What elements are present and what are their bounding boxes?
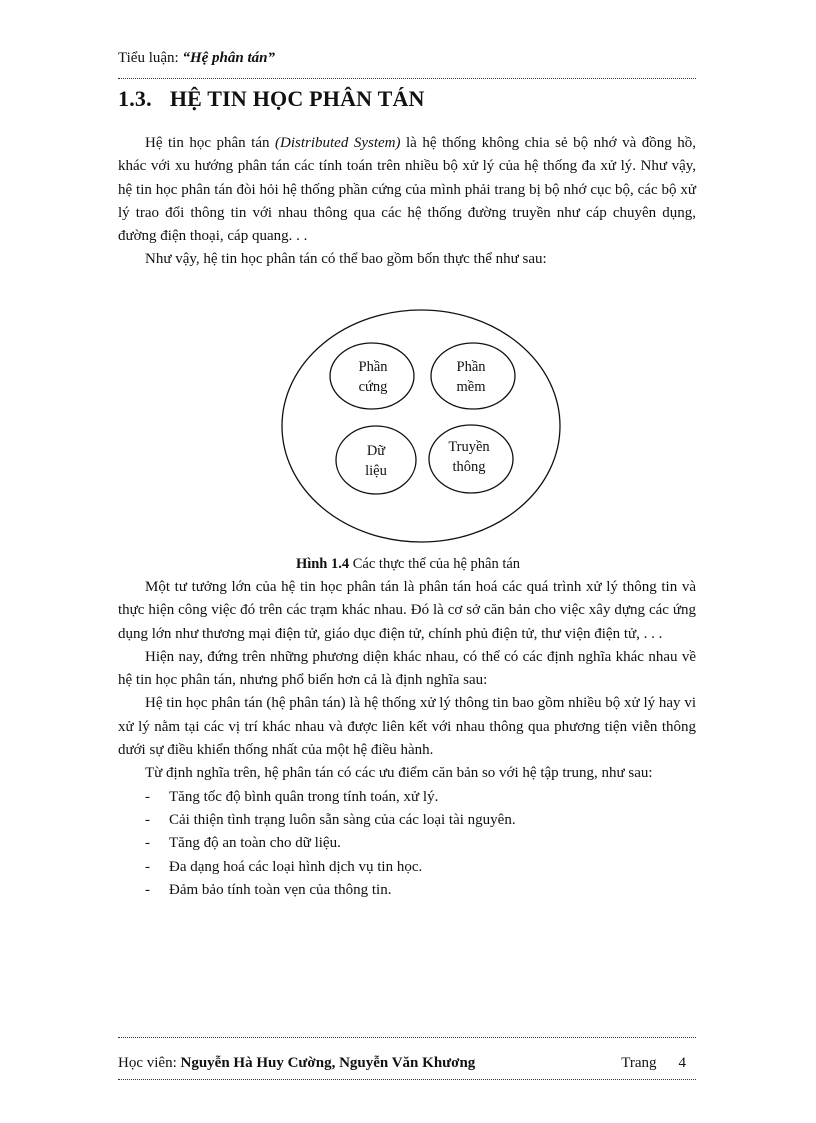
list-item-text: Đa dạng hoá các loại hình dịch vụ tin học.: [169, 858, 423, 875]
intro-text-b: là hệ thống không chia sẻ bộ nhớ và đồng hồ, khác với xu hướng phân tán các tính toán trên nhiều bộ xử lý của hệ thống đa xử lý. Như vậy, hệ tin học phân tán đòi hỏi hệ thống phần cứng của mình phải trang bị bộ nhớ cục bộ, các bộ xử lý trao đổi thông tin với nhau thông qua các hệ thống đường truyền như cáp chuyên dụng, đường điện thoại, cáp quang. . .: [118, 135, 697, 245]
running-header: [118, 50, 275, 67]
section-title: HỆ TIN HỌC PHÂN TÁN: [169, 86, 425, 111]
list-item: [118, 856, 696, 879]
footer-authors: Nguyễn Hà Huy Cường, Nguyễn Văn Khương: [180, 1055, 476, 1071]
header-prefix: Tiểu luận:: [118, 50, 183, 66]
software-label-line1: Phần: [456, 359, 486, 375]
header-title: “Hệ phân tán”: [182, 50, 275, 66]
intro-paragraph-2: Như vậy, hệ tin học phân tán có thể bao gồm bốn thực thể như sau:: [145, 251, 547, 268]
advantages-list: [118, 786, 696, 902]
bullet-dash: -: [145, 858, 150, 875]
intro-block: [118, 132, 696, 272]
entities-diagram: [280, 308, 562, 544]
comm-label-line1: Truyền: [448, 439, 490, 455]
page-indicator: [621, 1055, 686, 1072]
intro-text-a: Hệ tin học phân tán: [145, 135, 275, 151]
software-label-line2: mềm: [456, 379, 486, 395]
list-item: [118, 832, 696, 855]
list-item: [118, 879, 696, 902]
body-paragraph-3: Hệ tin học phân tán (hệ phân tán) là hệ thống xử lý thông tin bao gồm nhiều bộ xử lý hay vi xử lý nằm tại các vị trí khác nhau và được liên kết với nhau thông qua phương tiện viễn thông dưới sự điều khiển thống nhất của một hệ điều hành.: [118, 695, 696, 759]
body-paragraph-4: Từ định nghĩa trên, hệ phân tán có các ưu điểm căn bản so với hệ tập trung, như sau:: [145, 765, 653, 782]
list-item-text: Tăng độ an toàn cho dữ liệu.: [169, 835, 341, 852]
footer-bottom-divider: [118, 1079, 696, 1080]
page-label: Trang: [621, 1055, 657, 1071]
footer-divider: [118, 1037, 696, 1038]
caption-label: Hình 1.4: [295, 556, 350, 572]
hardware-label-line1: Phần: [358, 359, 388, 375]
bullet-dash: -: [145, 881, 150, 898]
section-number: 1.3.: [118, 86, 152, 111]
system-ellipse: [282, 310, 560, 542]
page-number: 4: [678, 1055, 686, 1071]
bullet-dash: -: [145, 835, 150, 852]
list-item: [118, 786, 696, 809]
footer-label: Học viên:: [118, 1055, 181, 1071]
list-item-text: Đảm bảo tính toàn vẹn của thông tin.: [169, 881, 392, 898]
list-item: [118, 809, 696, 832]
data-label-line1: Dữ: [366, 443, 386, 459]
software-ellipse: [431, 343, 515, 409]
body-block: [118, 576, 696, 902]
figure-caption: [0, 556, 816, 573]
header-divider: [118, 78, 696, 79]
body-paragraph-1: Một tư tưởng lớn của hệ tin học phân tán là phân tán hoá các quá trình xử lý thông tin và thực hiện công việc đó trên các trạm khác nhau. Đó là cơ sở căn bản cho việc xây dựng các ứng dụng lớn như thương mại điện tử, giáo dục điện tử, chính phủ điện tử, thư viện điện tử, . . .: [118, 579, 696, 642]
diagram-svg: [280, 308, 562, 544]
caption-text: Các thực thể của hệ phân tán: [349, 556, 521, 572]
section-heading: [118, 86, 425, 112]
hardware-ellipse: [330, 343, 414, 409]
comm-label-line2: thông: [452, 459, 486, 475]
data-label-line2: liệu: [365, 463, 387, 479]
page-footer: [118, 1055, 696, 1072]
hardware-label-line2: cứng: [358, 379, 388, 395]
data-ellipse: [336, 426, 416, 494]
list-item-text: Tăng tốc độ bình quân trong tính toán, xử lý.: [169, 788, 439, 805]
body-paragraph-2: Hiện nay, đứng trên những phương diện khác nhau, có thể có các định nghĩa khác nhau về hệ tin học phân tán, nhưng phổ biến hơn cả là định nghĩa sau:: [118, 648, 696, 689]
bullet-dash: -: [145, 811, 150, 828]
list-item-text: Cải thiện tình trạng luôn sẵn sàng của các loại tài nguyên.: [169, 811, 516, 828]
intro-paragraph-1: [118, 132, 696, 248]
bullet-dash: -: [145, 788, 150, 805]
intro-text-em: (Distributed System): [275, 135, 401, 151]
